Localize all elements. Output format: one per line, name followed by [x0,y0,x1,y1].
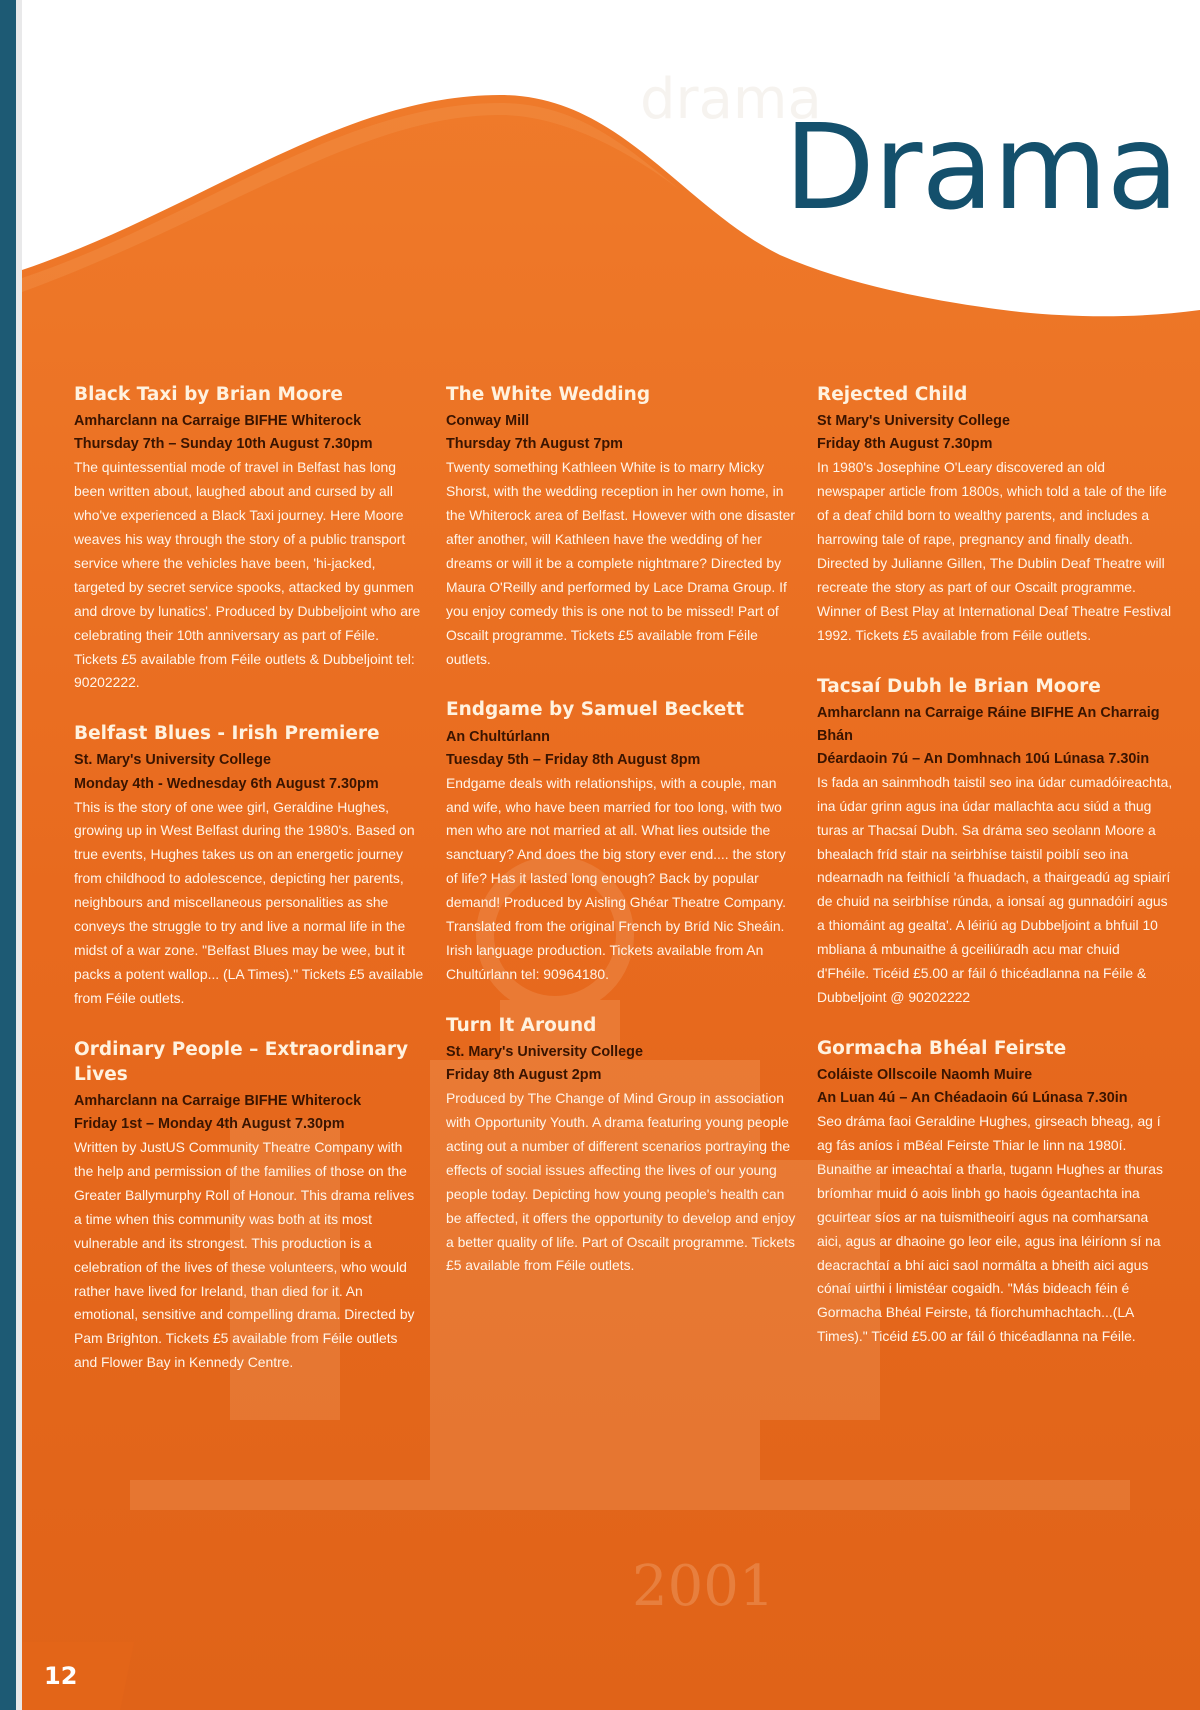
event-date: An Luan 4ú – An Chéadaoin 6ú Lúnasa 7.30in [817,1090,1128,1107]
column-right [817,382,1175,1375]
event-title: Tacsaí Dubh le Brian Moore [817,675,1101,697]
event-description: Twenty something Kathleen White is to marry Micky Shorst, with the wedding reception in her own home, in the Whiterock area of Belfast. However with one disaster after another, will Kathleen have the wedding of her dreams or will it be a complete nightmare? Directed by Maura O'Reilly and performed by Lace Drama Group. If you enjoy comedy this is one not to be missed! Part of Oscailt programme. Tickets £5 available from Féile outlets. [446,459,795,667]
watermark-year: 2001 [632,1554,775,1619]
event-venue: An Chultúrlann [446,728,550,745]
page-number: 12 [44,1662,78,1690]
event-description: In 1980's Josephine O'Leary discovered an old newspaper article from 1800s, which told a tale of the life of a deaf child born to wealthy parents, and includes a harrowing tale of rape, pregnancy and finally death. Directed by Julianne Gillen, The Dublin Deaf Theatre will recreate the story as part of our Oscailt programme. Winner of Best Play at International Deaf Theatre Festival 1992. Tickets £5 available from Féile outlets. [817,459,1172,643]
event-gormacha [817,1036,1175,1349]
event-turn-it-around [446,1013,798,1279]
event-description: The quintessential mode of travel in Belfast has long been written about, laughed about and cursed by all who've experienced a Black Taxi journey. Here Moore weaves his way through the story of a public transport service where the vehicles have been, 'hi-jacked, targeted by secret service spooks, attacked by gunmen and drove by lunatics'. Produced by Dubbeljoint who are celebrating their 10th anniversary as part of Féile. Tickets £5 available from Féile outlets & Dubbeljoint tel: 90202222. [74,459,421,691]
event-date: Thursday 7th August 7pm [446,436,623,453]
event-belfast-blues [74,721,424,1010]
event-description: Produced by The Change of Mind Group in association with Opportunity Youth. A drama featuring young people acting out a number of different scenarios portraying the effects of social issues affecting the lives of our young people today. Depicting how young people's health can be affected, it offers the opportunity to develop and enjoy a better quality of life. Part of Oscailt programme. Tickets £5 available from Féile outlets. [446,1090,796,1274]
event-title: Gormacha Bhéal Feirste [817,1037,1067,1059]
event-date: Friday 8th August 7.30pm [817,436,993,453]
event-title: The White Wedding [446,384,651,405]
event-date: Thursday 7th – Sunday 10th August 7.30pm [74,436,373,453]
event-date: Friday 8th August 2pm [446,1067,602,1084]
event-white-wedding [446,382,798,671]
event-date: Déardaoin 7ú – An Domhnach 10ú Lúnasa 7.30in [817,750,1150,767]
page-number-tab [22,1642,134,1710]
event-venue: St Mary's University College [817,413,1010,430]
spine-shadow [16,0,22,1710]
event-venue: Conway Mill [446,413,530,430]
event-description: This is the story of one wee girl, Geraldine Hughes, growing up in West Belfast during the 1980's. Based on true events, Hughes takes us on an energetic journey from childhood to adolescence, depicting her parents, neighbours and miscellaneous personalities as she conveys the struggle to try and live a normal life in the midst of a war zone. "Belfast Blues may be wee, but it packs a potent wallop... (LA Times)." Tickets £5 available from Féile outlets. [74,798,424,1006]
event-description: Endgame deals with relationships, with a couple, man and wife, who have been married for too long, with two men who are not married at all. What lies outside the sanctuary? And does the big story ever end.... the story of life? Has it lasted long enough? Back by popular demand! Produced by Aisling Ghéar Theatre Company. Translated from the original French by Bríd Nic Sheáin. Irish language production. Tickets available from An Chultúrlann tel: 90964180. [446,774,787,982]
event-venue: Coláiste Ollscoile Naomh Muire [817,1067,1033,1084]
column-middle [446,382,798,1304]
event-date: Friday 1st – Monday 4th August 7.30pm [74,1116,345,1133]
event-venue: Amharclann na Carraige BIFHE Whiterock [74,413,362,430]
event-tacsai-dubh [817,674,1175,1010]
event-rejected-child [817,382,1175,648]
event-date: Tuesday 5th – Friday 8th August 8pm [446,751,701,768]
event-endgame [446,697,798,986]
event-ordinary-people [74,1037,424,1375]
event-venue: St. Mary's University College [446,1043,643,1060]
event-venue: Amharclann na Carraige Ráine BIFHE An Charraig Bhán [817,704,1160,744]
event-description: Is fada an sainmhodh taistil seo ina údar cumadóireachta, ina údar grinn agus ina údar mallachta acu siúd a thug turas ar Thacsaí Dubh. Sa dráma seo seolann Moore a bhealach fríd stair na seirbhíse taistil poiblí seo ina ndearnadh na feithiclí 'a fhuadach, a thairgeadú ag spiairí de chuid na seirbhíse rúnda, a ionsaí ag gunnadóirí agus a thiomáint ag gealta'. A léiriú ag Dubbeljoint a bhfuil 10 mbliana á mbunaithe á gceiliúradh acu mar chuid d'Fhéile. Ticéid £5.00 ar fáil ó thicéadlanna na Féile & Dubbeljoint @ 90202222 [817,773,1173,1005]
faint-header-text: drama [640,67,822,132]
spine-strip [0,0,16,1710]
event-title: Ordinary People – Extraordinary Lives [74,1038,409,1085]
page-title: Drama [784,98,1178,236]
event-description: Written by JustUS Community Theatre Company with the help and permission of the families of those on the Greater Ballymurphy Roll of Honour. This drama relives a time when this community was both at its most vulnerable and its strongest. This production is a celebration of the lives of these volunteers, who would rather have lived for Ireland, than died for it. An emotional, sensitive and compelling drama. Directed by Pam Brighton. Tickets £5 available from Féile outlets and Flower Bay in Kennedy Centre. [74,1139,415,1371]
event-venue: St. Mary's University College [74,752,271,769]
event-title: Endgame by Samuel Beckett [446,699,745,721]
event-black-taxi [74,382,424,695]
event-venue: Amharclann na Carraige BIFHE Whiterock [74,1093,362,1110]
event-title: Belfast Blues - Irish Premiere [74,723,380,745]
event-description: Seo dráma faoi Geraldine Hughes, girseach bheag, ag í ag fás aníos i mBéal Feirste Thiar le linn na 1980í. Bunaithe ar imeachtaí a tharla, tugann Hughes ar thuras bríomhar muid ó aois linbh go haois ógeantachta ina gcuirtear síos ar na tuismitheoirí agus na comharsana aici, agus ar dhaoine go leor eile, agus ina léiríonn sí na deacrachtaí a bhí aici saol normálta a bheith aici agus cónaí uirthi i limistéar cogaidh. "Más bideach féin é Gormacha Bhéal Feirste, tá fíorchumhachtach...(LA Times)." Ticéid £5.00 ar fáil ó thicéadlanna na Féile. [817,1113,1163,1345]
event-title: Black Taxi by Brian Moore [74,384,343,405]
event-date: Monday 4th - Wednesday 6th August 7.30pm [74,775,379,792]
event-title: Turn It Around [446,1014,597,1036]
column-left [74,382,424,1401]
event-title: Rejected Child [817,384,968,405]
